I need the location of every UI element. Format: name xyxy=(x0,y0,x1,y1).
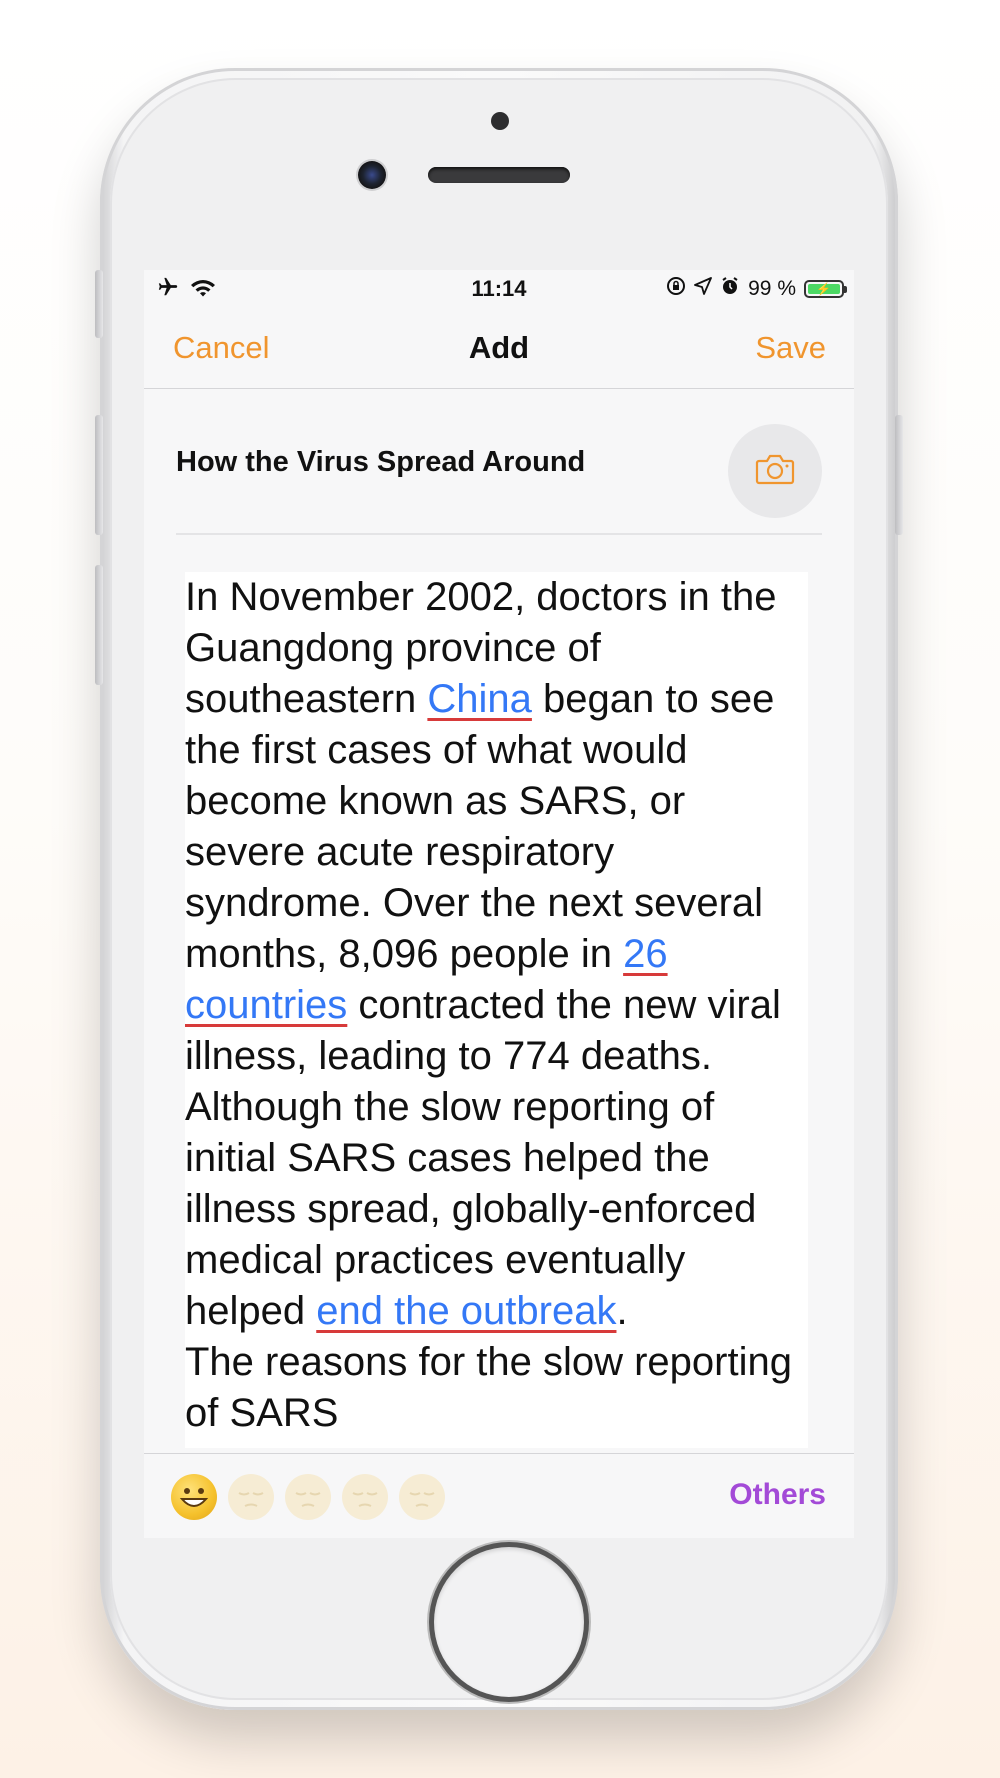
mood-toolbar xyxy=(144,1453,854,1538)
volume-up-button xyxy=(95,415,103,535)
app-screen xyxy=(144,270,854,1538)
status-time: 11:14 xyxy=(471,276,527,301)
status-right xyxy=(666,276,844,302)
link-26-countries[interactable]: 26 countries xyxy=(185,932,668,1027)
mood-happy-icon[interactable] xyxy=(171,1474,217,1520)
link-end-the-outbreak[interactable]: end the outbreak xyxy=(316,1289,617,1333)
cancel-button[interactable]: Cancel xyxy=(173,330,270,365)
status-bar xyxy=(144,270,854,310)
entry-body-editor[interactable] xyxy=(185,572,808,1448)
page-title-text: Add xyxy=(468,330,530,365)
battery-charging-icon: ⚡ xyxy=(808,284,840,294)
body-text-segment: contracted the new viral illness, leading to 774 deaths. Although the slow reporting of initial SARS cases helped the illness spread, globally-enforced medical practices eventually helped xyxy=(185,983,781,1333)
location-icon xyxy=(694,277,712,301)
navigation-bar xyxy=(144,310,854,389)
others-button[interactable]: Others xyxy=(729,1478,826,1511)
add-photo-button[interactable] xyxy=(728,424,822,518)
body-text-segment: . xyxy=(616,1289,628,1333)
volume-down-button xyxy=(95,565,103,685)
camera-icon xyxy=(755,453,795,490)
save-button[interactable]: Save xyxy=(755,330,826,365)
entry-title-row xyxy=(176,388,822,535)
body-text-segment: In November 2002, doctors in the Guangdong province of southeastern xyxy=(185,575,777,721)
entry-title-field[interactable]: How the Virus Spread Around xyxy=(176,446,586,478)
alarm-icon xyxy=(720,276,740,302)
battery-icon xyxy=(804,280,844,298)
power-button xyxy=(895,415,903,535)
rotation-lock-icon xyxy=(666,276,686,302)
mood-pensive-icon[interactable] xyxy=(399,1474,445,1520)
mute-switch xyxy=(95,270,103,338)
body-paragraph-1 xyxy=(185,572,808,1337)
link-china[interactable]: China xyxy=(427,677,532,721)
home-button[interactable] xyxy=(434,1547,584,1697)
battery-percentage: 99 % xyxy=(748,277,796,300)
body-text-segment: began to see the first cases of what would become known as SARS, or severe acute respiratory syndrome. Over the next several months, 8,096 people in xyxy=(185,677,775,976)
mood-pensive-icon[interactable] xyxy=(342,1474,388,1520)
body-paragraph-2: The reasons for the slow reporting of SARS xyxy=(185,1340,792,1435)
front-camera xyxy=(358,161,386,189)
mood-pensive-icon[interactable] xyxy=(285,1474,331,1520)
mood-pensive-icon[interactable] xyxy=(228,1474,274,1520)
proximity-sensor xyxy=(491,112,509,130)
earpiece-speaker xyxy=(428,167,570,183)
